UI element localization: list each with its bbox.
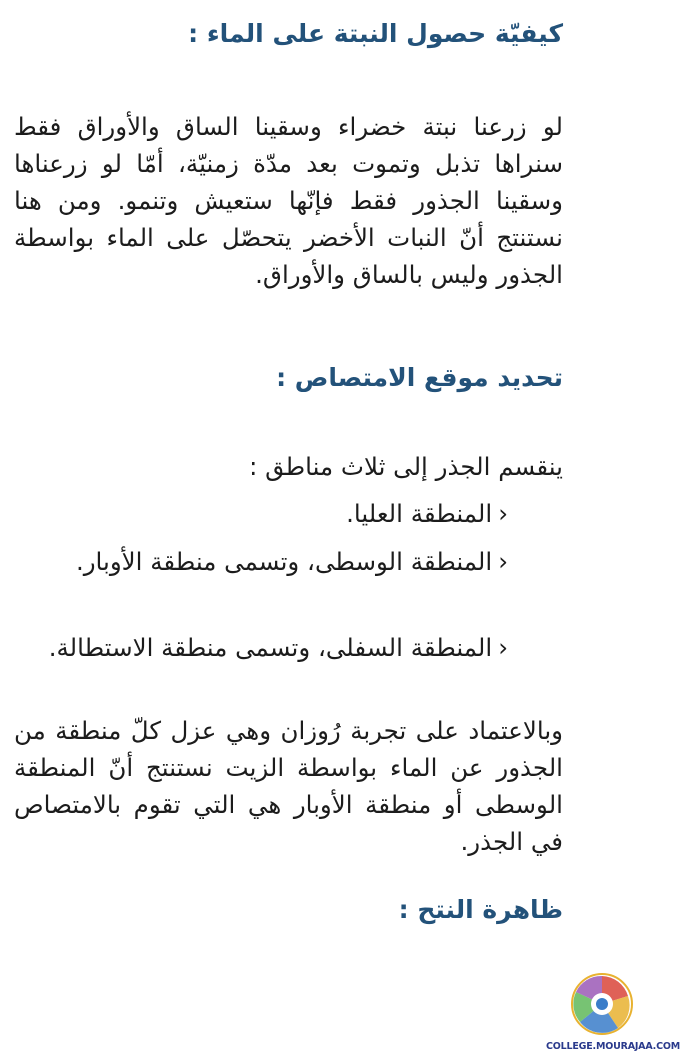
zone-item-lower [14, 626, 508, 670]
watermark-site-url: COLLEGE.MOURAJAA.COM [546, 1041, 680, 1052]
paragraph-rozan-experiment: وبالاعتماد على تجربة رُوزان وهي عزل كلّ منطقة من الجذور عن الماء بواسطة الزيت نستنتج أنّ المنطقة الوسطى أو منطقة الأوبار هي التي تقوم بالامتصاص في الجذر. [14, 716, 563, 856]
logo-emblem-icon [570, 972, 634, 1036]
zone-text: المنطقة السفلى، وتسمى منطقة الاستطالة. [48, 633, 493, 662]
zone-text: المنطقة العليا. [346, 499, 493, 528]
heading-water-intake: كيفيّة حصول النبتة على الماء : [188, 19, 563, 48]
zone-item-middle [14, 540, 508, 584]
zone-text: المنطقة الوسطى، وتسمى منطقة الأوبار. [75, 547, 493, 576]
heading-transpiration: ظاهرة النتح : [398, 895, 563, 924]
bullet-marker: ‹ [498, 633, 508, 662]
site-watermark-logo [546, 968, 680, 1057]
paragraph-water-intake: لو زرعنا نبتة خضراء وسقينا الساق والأوراق فقط سنراها تذبل وتموت بعد مدّة زمنيّة، أمّا لو زرعناها وسقينا الجذور فقط فإنّها ستعيش وتنمو. ومن هنا نستنتج أنّ النبات الأخضر يتحصّل على الماء بواسطة الجذور وليس بالساق والأوراق. [14, 112, 563, 289]
root-zones-intro: ينقسم الجذر إلى ثلاث مناطق : [249, 452, 563, 481]
bullet-marker: ‹ [498, 547, 508, 576]
heading-absorption-site: تحديد موقع الامتصاص : [276, 363, 563, 392]
zone-item-upper [14, 492, 508, 536]
bullet-marker: ‹ [498, 499, 508, 528]
